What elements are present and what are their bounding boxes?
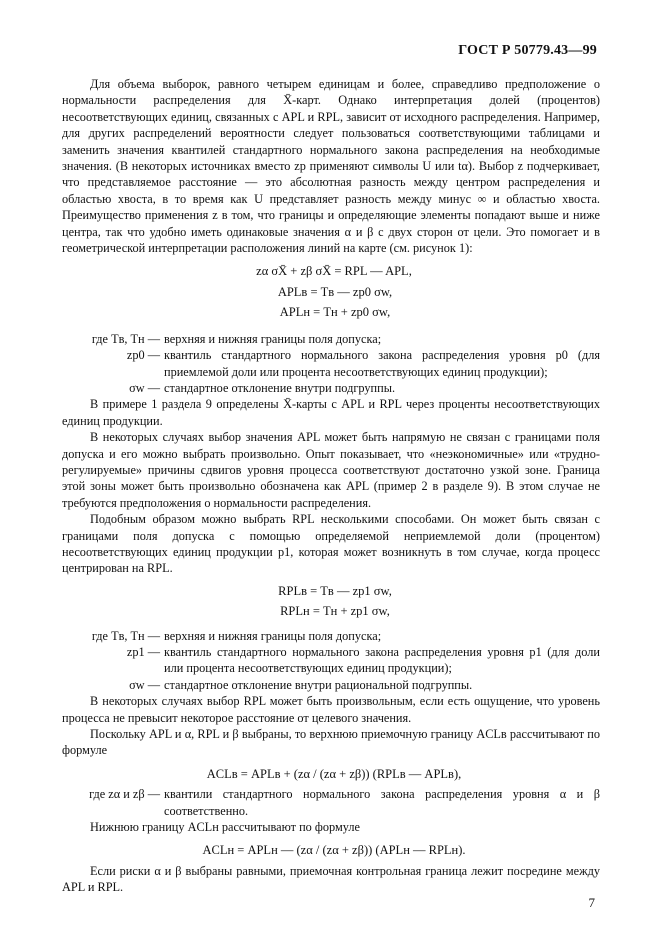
definition-text: верхняя и нижняя границы поля допуска; bbox=[164, 331, 382, 346]
definition-row bbox=[62, 628, 600, 644]
paragraph-rpl-arbitrary: В некоторых случаях выбор RPL может быть произвольным, если есть ощущение, что уровень процесса не превысит некоторое расстояние от целевого значения. bbox=[62, 694, 600, 725]
definition-term: где zα и zβ — bbox=[89, 787, 160, 802]
definition-term: σw — bbox=[129, 677, 160, 692]
definition-row bbox=[62, 331, 600, 347]
document-code-header: ГОСТ Р 50779.43—99 bbox=[458, 43, 597, 58]
equation-acl-lower: ACLн = APLн — (zα / (zα + zβ)) (APLн — RPLн). bbox=[202, 843, 466, 858]
page-number: 7 bbox=[588, 895, 595, 910]
definition-row bbox=[62, 644, 600, 677]
definition-row bbox=[62, 347, 600, 380]
definitions-list-1 bbox=[62, 331, 600, 397]
equation-acl-upper: ACLв = APLв + (zα / (zα + zβ)) (RPLв — APLв), bbox=[206, 766, 462, 781]
definition-term: zp1 — bbox=[126, 645, 160, 659]
equation-rpl-apl: zα σX̄ + zβ σX̄ = RPL — APL, bbox=[256, 264, 412, 279]
definition-text: верхняя и нижняя границы поля допуска; bbox=[164, 628, 382, 643]
paragraph-acl-upper-intro: Поскольку APL и α, RPL и β выбраны, то верхнюю приемочную границу ACLв рассчитывают по формуле bbox=[62, 727, 600, 758]
definition-term: zp0 — bbox=[126, 348, 160, 363]
definition-text: квантиль стандартного нормального закона распределения уровня p1 (для доли или процента несоответствующих единиц продукции); bbox=[164, 645, 600, 676]
definition-text: квантили стандартного нормального закона распределения уровня α и β соответственно. bbox=[164, 787, 600, 818]
document-body bbox=[62, 76, 600, 896]
definition-text: стандартное отклонение внутри подгруппы. bbox=[164, 380, 396, 395]
definitions-list-3 bbox=[62, 786, 600, 819]
definition-term: где Tв, Tн — bbox=[91, 628, 160, 643]
paragraph-acl-lower-intro: Нижнюю границу ACLн рассчитывают по формуле bbox=[90, 820, 360, 835]
equation-apl-upper: APLв = Tв — zp0 σw, bbox=[277, 284, 393, 299]
paragraph-normality: Для объема выборок, равного четырем единицам и более, справедливо предположение о нормальности распределения для X̄-карт. Однако интерпретация долей (процентов) несоответствующих единиц, связанных с APL и RPL, зависит от исходного распределения. Например, для других распределений вероятности следует пользоваться соответствующими таблицами и заменить значения квантилей стандартного нормального закона распределения на необходимые значения. (В некоторых источниках вместо zp применяют символы U или tα). Выбор z подчеркивает, что представляемое расстояние — это абсолютная разность между центром распределения и областью хвоста, в то время как U представляет разность между минус ∞ и областью хвоста. Преимущество применения z в том, что границы и определяющие элементы попадают выше и ниже центра, так что удобно иметь одинаковые значения α и β с двух сторон от цели. Это помогает и в геометрической интерпретации расположения линий на карте (см. рисунок 1): bbox=[62, 77, 600, 256]
paragraph-rpl-choice: Подобным образом можно выбрать RPL несколькими способами. Он может быть связан с границами поля допуска с помощью определяемой неприемлемой доли (процентом) несоответствующих единиц продукции p1, которая может возникнуть в том случае, когда процесс центрирован на RPL. bbox=[62, 512, 600, 576]
equation-apl-lower: APLн = Tн + zp0 σw, bbox=[279, 305, 391, 320]
paragraph-equal-risks: Если риски α и β выбраны равными, приемочная контрольная граница лежит посредине между APL и RPL. bbox=[62, 863, 600, 895]
paragraph-apl-choice: В некоторых случаях выбор значения APL может быть напрямую не связан с границами поля допуска и его можно выбрать произвольно. Опыт показывает, что «неэкономичные» или «трудно-регулируемые» причины сдвигов уровня процесса соответствуют достаточно узкой зоне. Граница этой зоны может быть произвольно обозначена как APL (пример 2 в разделе 9). В этом случае не требуются предположения о нормальности распределения. bbox=[62, 430, 600, 510]
equation-rpl-lower: RPLн = Tн + zp1 σw, bbox=[280, 604, 390, 619]
definition-row bbox=[62, 786, 600, 819]
definition-term: где Tв, Tн — bbox=[91, 331, 160, 346]
definition-text: квантиль стандартного нормального закона распределения уровня p0 (для приемлемой доли или процента несоответствующих единиц продукции); bbox=[164, 348, 600, 379]
definition-term: σw — bbox=[129, 380, 160, 395]
definitions-list-2 bbox=[62, 628, 600, 694]
definition-text: стандартное отклонение внутри рациональной подгруппы. bbox=[164, 677, 473, 692]
definition-row bbox=[62, 380, 600, 396]
equation-rpl-upper: RPLв = Tв — zp1 σw, bbox=[278, 583, 392, 598]
definition-row bbox=[62, 677, 600, 693]
paragraph-example-1: В примере 1 раздела 9 определены X̄-карты с APL и RPL через проценты несоответствующих единиц продукции. bbox=[62, 397, 600, 428]
